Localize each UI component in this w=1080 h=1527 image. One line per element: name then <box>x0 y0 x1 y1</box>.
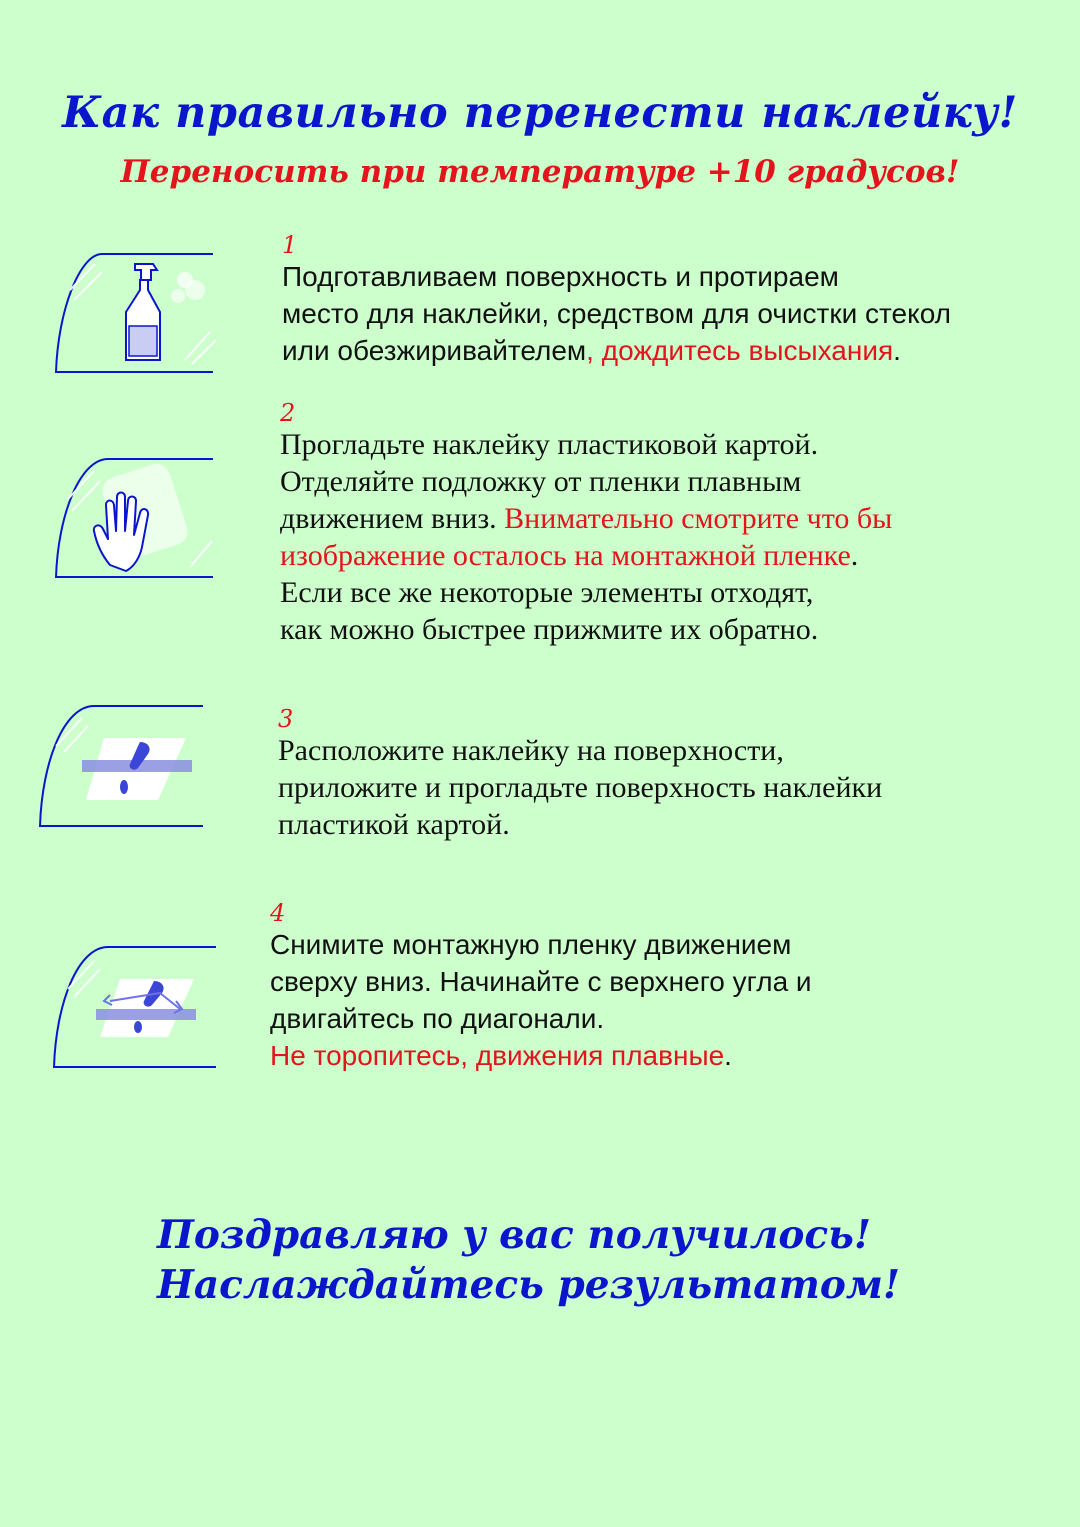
step-line: место для наклейки, средством для очистки стекол <box>282 298 951 329</box>
closing-line: Наслаждайтесь результатом! <box>157 1262 901 1308</box>
step-number: 1 <box>282 231 298 259</box>
step-line: двигайтесь по диагонали. <box>270 1003 605 1034</box>
step-line: Если все же некоторые элементы отходят, <box>280 576 814 609</box>
step-4 <box>270 900 812 1074</box>
page-subtitle: Переносить при температуре +10 градусов! <box>120 154 960 190</box>
step-1 <box>282 232 951 369</box>
step-line: приложите и прогладьте поверхность наклейки <box>278 771 883 804</box>
warning-text: , дождитесь высыхания <box>586 335 894 366</box>
step-line: движением вниз. Внимательно смотрите что бы <box>280 502 893 535</box>
spray-bottle-icon <box>50 250 220 380</box>
sticker-apply-icon <box>36 702 208 832</box>
step-line: пластикой картой. <box>278 808 510 841</box>
step-line: как можно быстрее прижмите их обратно. <box>280 613 819 646</box>
step-line: Снимите монтажную пленку движением <box>270 929 792 960</box>
step-line: Прогладьте наклейку пластиковой картой. <box>280 428 819 461</box>
warning-text: Внимательно смотрите что бы <box>496 502 893 535</box>
closing-message <box>157 1210 900 1310</box>
step-line: Не торопитесь, движения плавные. <box>270 1040 732 1071</box>
step-line: или обезжиривайтелем, дождитесь высыхания. <box>282 335 901 366</box>
step-line: Отделяйте подложку от пленки плавным <box>280 465 802 498</box>
page-title: Как правильно перенести наклейку! <box>62 88 1018 138</box>
step-line: сверху вниз. Начинайте с верхнего угла и <box>270 966 812 997</box>
closing-line: Поздравляю у вас получилось! <box>157 1212 871 1258</box>
step-line: Подготавливаем поверхность и протираем <box>282 261 839 292</box>
step-number: 2 <box>280 399 296 427</box>
warning-text: Не торопитесь, движения плавные <box>270 1040 725 1071</box>
film-peel-icon <box>48 943 220 1073</box>
step-2 <box>280 400 892 648</box>
step-line: Расположите наклейку на поверхности, <box>278 734 784 767</box>
hand-wiping-icon <box>50 455 220 585</box>
warning-text: изображение осталось на монтажной пленке <box>280 539 851 572</box>
step-line: изображение осталось на монтажной пленке. <box>280 539 859 572</box>
step-number: 3 <box>278 705 294 733</box>
step-3 <box>278 706 882 843</box>
step-number: 4 <box>270 899 286 927</box>
